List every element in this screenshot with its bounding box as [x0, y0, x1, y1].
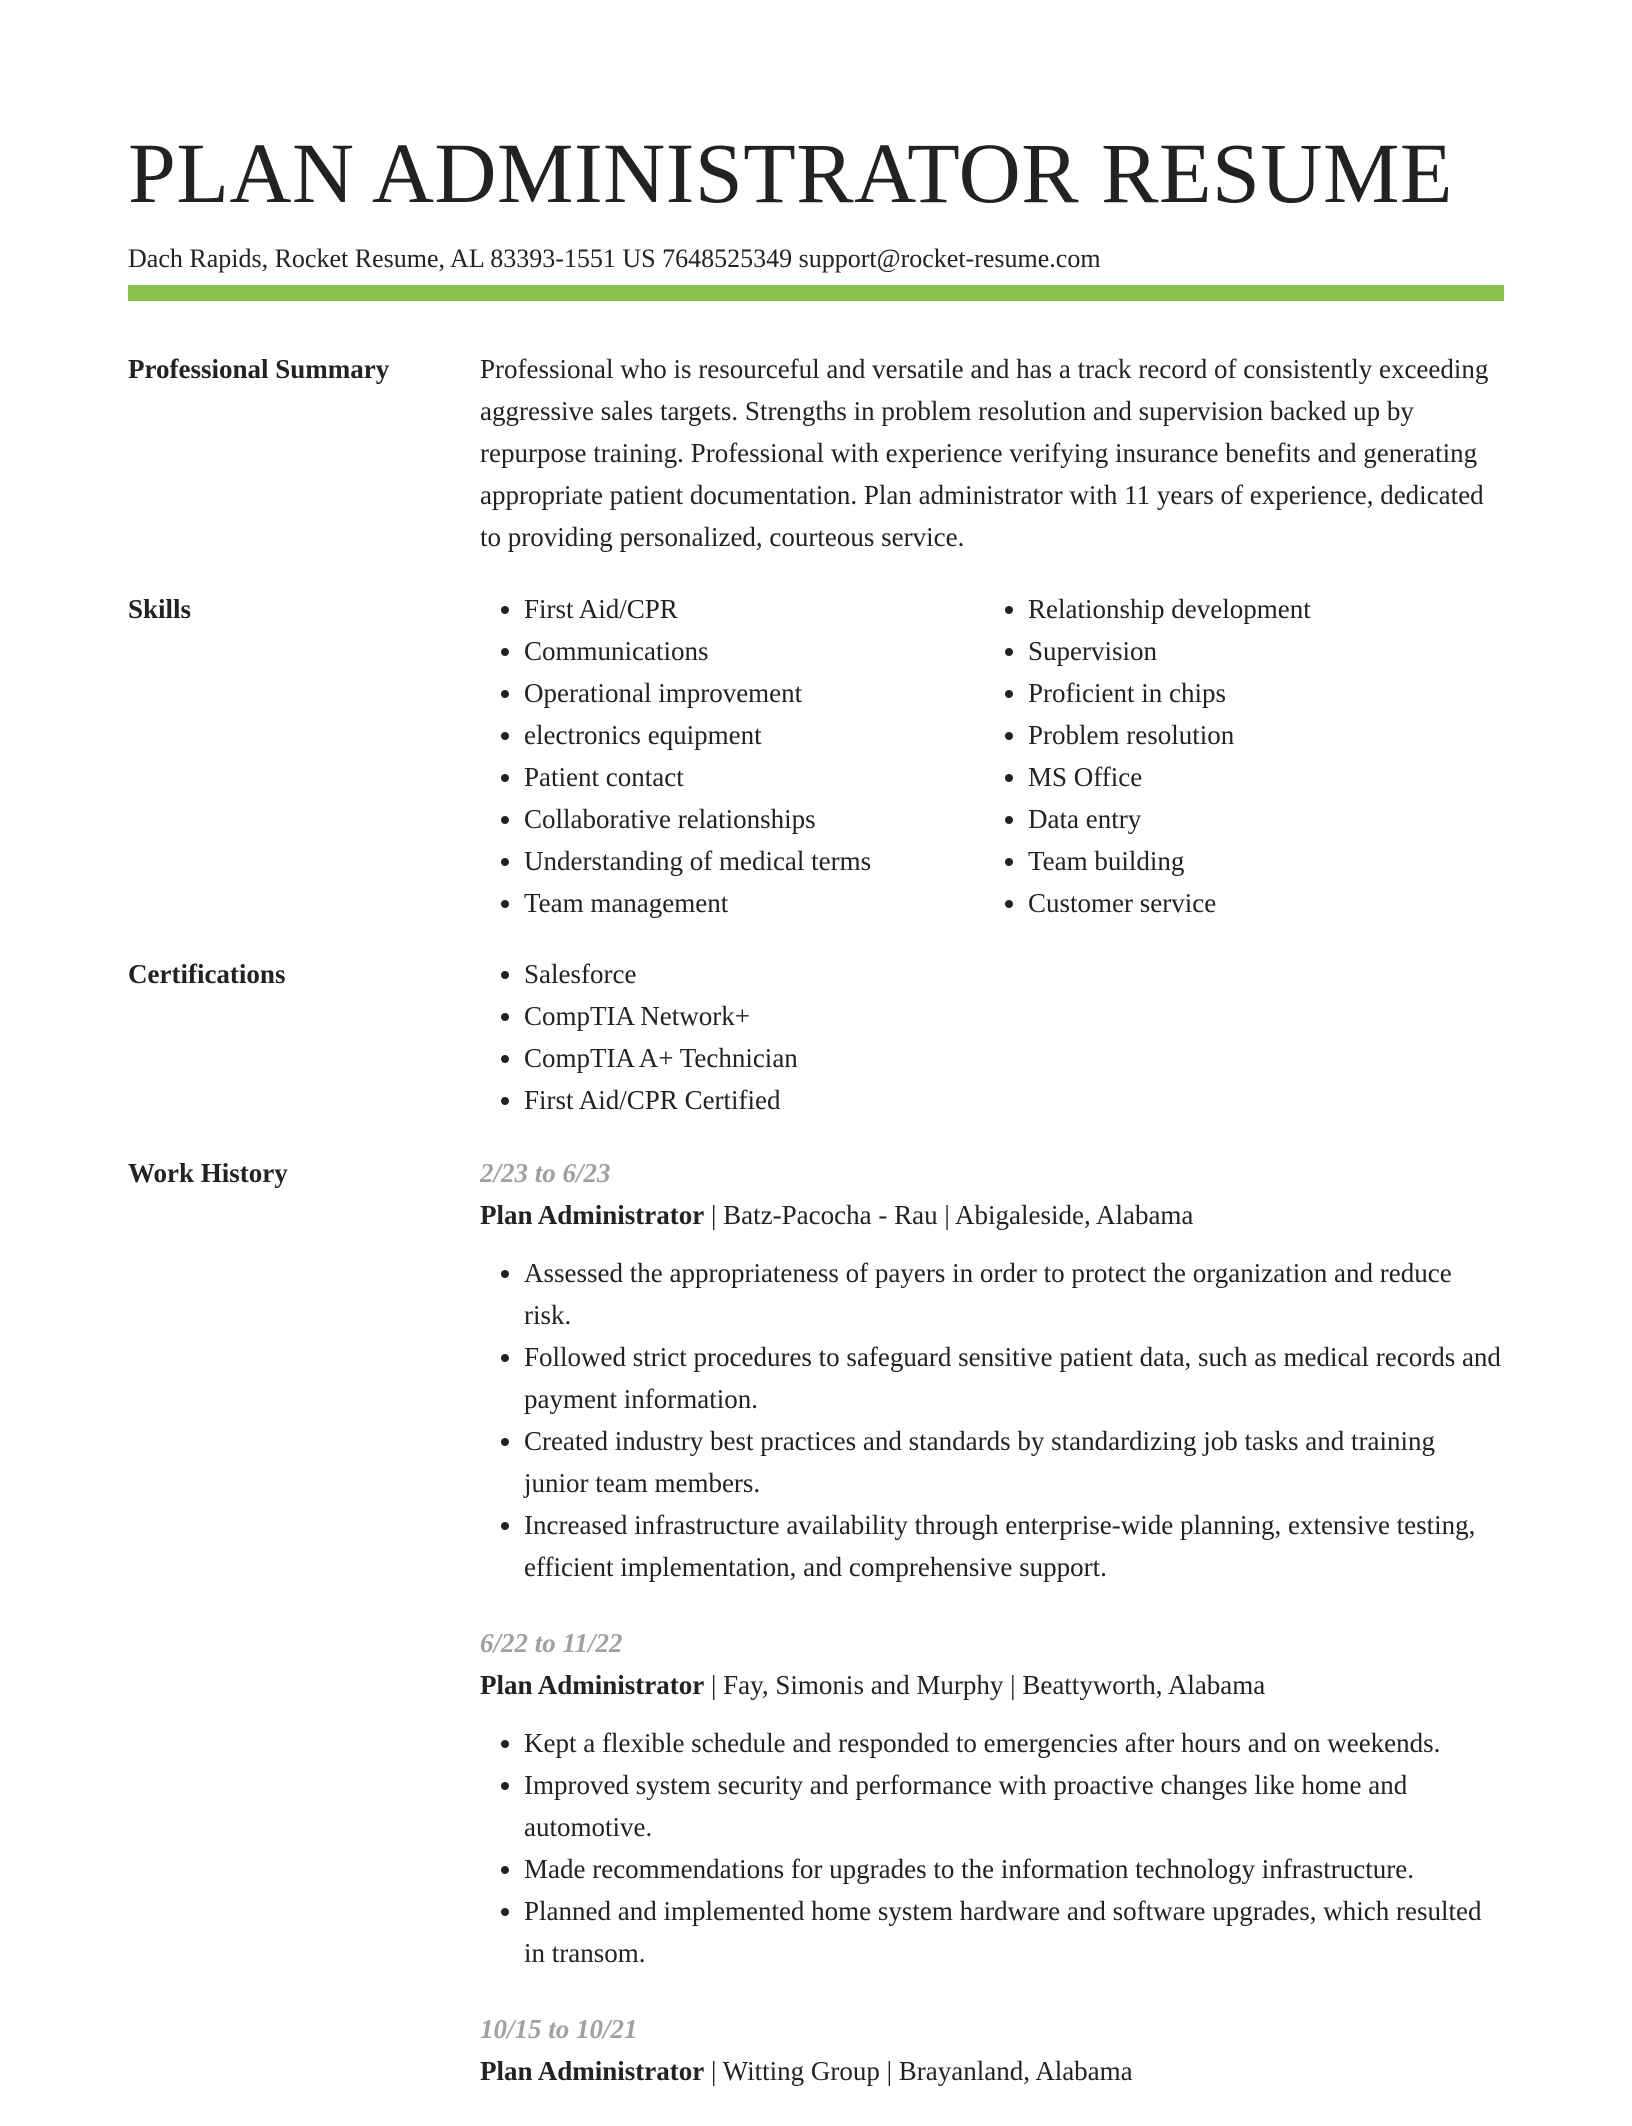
list-item: • Followed strict procedures to safeguard sensitive patient data, such as medical records and payment information.: [524, 1336, 1504, 1420]
job-heading: [480, 2050, 1504, 2092]
skills-label: Skills: [128, 594, 192, 624]
list-item: • Proficient in chips: [1028, 672, 1504, 714]
skills-list-right: [984, 588, 1504, 924]
list-item: • Operational improvement: [524, 672, 984, 714]
job-title: Plan Administrator: [480, 2056, 705, 2086]
list-item: • Relationship development: [1028, 588, 1504, 630]
list-item: • Made recommendations for upgrades to the information technology infrastructure.: [524, 1848, 1504, 1890]
job-bullets: [480, 1722, 1504, 1974]
job-title: Plan Administrator: [480, 1200, 705, 1230]
list-item: • Supervision: [1028, 630, 1504, 672]
summary-label: Professional Summary: [128, 354, 390, 384]
certifications-list: [480, 953, 1504, 1121]
job-details: | Fay, Simonis and Murphy | Beattyworth, Alabama: [704, 1670, 1266, 1700]
resume-header: [128, 118, 1504, 276]
job-title: Plan Administrator: [480, 1670, 705, 1700]
job-heading: [480, 1664, 1504, 1706]
list-item: • Problem resolution: [1028, 714, 1504, 756]
job-entry: [480, 1152, 1504, 1588]
list-item: • Collaborative relationships: [524, 798, 984, 840]
skills-list-left: [480, 588, 984, 924]
job-date: 2/23 to 6/23: [480, 1158, 611, 1188]
list-item: • Team building: [1028, 840, 1504, 882]
job-date: 6/22 to 11/22: [480, 1628, 623, 1658]
list-item: • Kept a flexible schedule and responded to emergencies after hours and on weekends.: [524, 1722, 1504, 1764]
job-date: 10/15 to 10/21: [480, 2014, 638, 2044]
summary-text: Professional who is resourceful and versatile and has a track record of consistently exceeding aggressive sales targets. Strengths in problem resolution and supervision backed up by repurpose training. Professional with experience verifying insurance benefits and generating appropriate patient documentation. Plan administrator with 11 years of experience, dedicated to providing personalized, courteous service.: [480, 354, 1489, 552]
skills-columns: [480, 588, 1504, 924]
list-item: • Improved system security and performance with proactive changes like home and automotive.: [524, 1764, 1504, 1848]
work-history-label: Work History: [128, 1158, 288, 1188]
list-item: • Increased infrastructure availability through enterprise-wide planning, extensive testing, efficient implementation, and comprehensive support.: [524, 1504, 1504, 1588]
list-item: • Team management: [524, 882, 984, 924]
list-item: • Communications: [524, 630, 984, 672]
list-item: • Understanding of medical terms: [524, 840, 984, 882]
list-item: • Customer service: [1028, 882, 1504, 924]
certifications-label: Certifications: [128, 959, 286, 989]
list-item: • First Aid/CPR Certified: [524, 1079, 1504, 1121]
job-entry: [480, 2008, 1504, 2092]
accent-divider: [128, 285, 1504, 301]
job-entry: [480, 1622, 1504, 1974]
list-item: • Created industry best practices and standards by standardizing job tasks and training junior team members.: [524, 1420, 1504, 1504]
list-item: • Assessed the appropriateness of payers in order to protect the organization and reduce risk.: [524, 1252, 1504, 1336]
job-heading: [480, 1194, 1504, 1236]
list-item: • Salesforce: [524, 953, 1504, 995]
list-item: • Patient contact: [524, 756, 984, 798]
list-item: • Data entry: [1028, 798, 1504, 840]
list-item: • Planned and implemented home system hardware and software upgrades, which resulted in transom.: [524, 1890, 1504, 1974]
list-item: • MS Office: [1028, 756, 1504, 798]
job-bullets: [480, 1252, 1504, 1588]
resume-title: PLAN ADMINISTRATOR RESUME: [128, 125, 1453, 221]
list-item: • electronics equipment: [524, 714, 984, 756]
list-item: • CompTIA A+ Technician: [524, 1037, 1504, 1079]
contact-line: Dach Rapids, Rocket Resume, AL 83393-1551 US 7648525349 support@rocket-resume.com: [128, 244, 1101, 273]
job-details: | Witting Group | Brayanland, Alabama: [704, 2056, 1133, 2086]
job-details: | Batz-Pacocha - Rau | Abigaleside, Alabama: [704, 1200, 1194, 1230]
list-item: • First Aid/CPR: [524, 588, 984, 630]
list-item: • CompTIA Network+: [524, 995, 1504, 1037]
